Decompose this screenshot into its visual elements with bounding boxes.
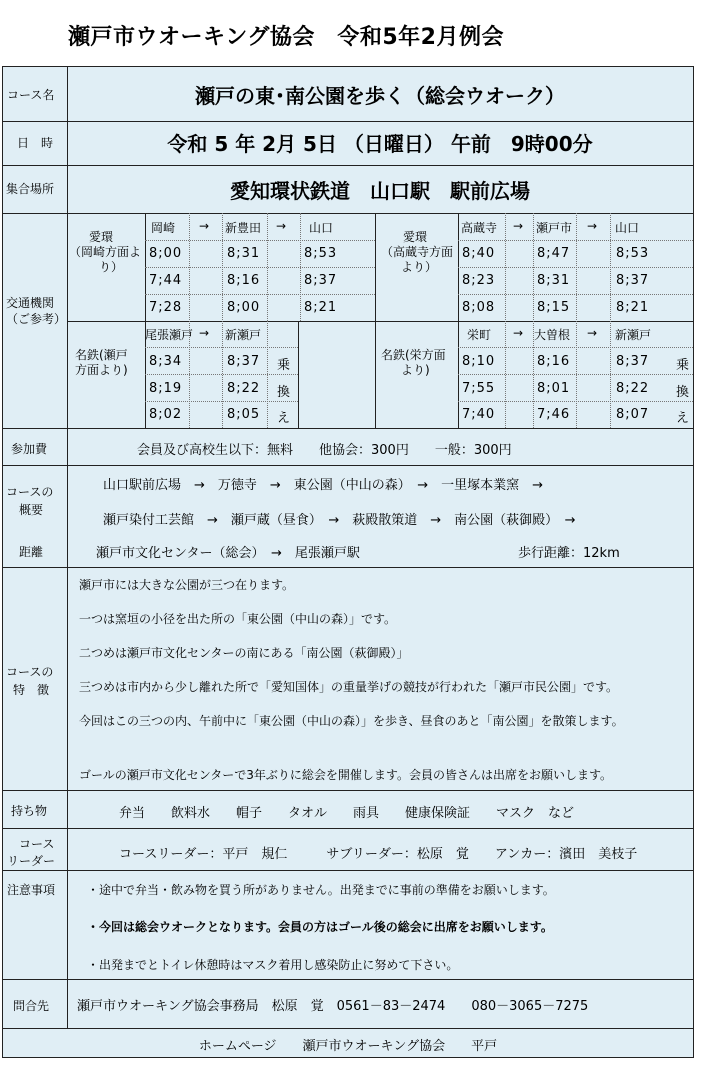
time-cell: 8;22 [616,381,650,396]
arrow: → [587,326,598,340]
time-cell: 7;44 [149,273,183,288]
belongings-label: 持ち物 [11,804,48,818]
time-cell: 8;16 [227,273,261,288]
arrow: → [513,219,524,233]
event-datetime: 令和 5 年 2月 5日 （日曜日） 午前 9時00分 [167,132,593,156]
transfer-text: 乗 [676,358,690,373]
arrow: → [587,219,598,233]
cautions-label: 注意事項 [7,883,56,897]
time-cell: 7;46 [537,407,571,422]
time-cell: 8;05 [227,407,261,422]
station-name: 瀬戸市 [536,221,573,235]
leaders-text: コースリーダー：平戸 規仁 サブリーダー：松原 覚 アンカー：濱田 美枝子 [119,847,638,862]
station-name: 高蔵寺 [461,221,498,235]
station-name: 栄町 [467,328,492,342]
course-outline-label-1: コースの [6,485,54,499]
time-cell: 8;01 [537,381,571,396]
homepage-footer: ホームページ 瀬戸市ウオーキング協会 平戸 [198,1039,498,1054]
time-cell: 8;19 [149,381,183,396]
datetime-label-1: 日 [17,136,30,150]
time-cell: 8;10 [462,354,496,369]
line-aikan-kozoji-direction-2: より） [401,260,438,274]
feature-line: ゴールの瀬戸市文化センターで3年ぶりに総会を開催します。会員の皆さんは出席をお願いします。 [79,768,612,782]
time-cell: 7;28 [149,300,183,315]
time-cell: 8;47 [537,246,571,261]
leaders-label-2: リーダー [7,854,56,868]
course-name-label: コース名 [7,88,55,102]
caution-line-emphasis: ・今回は総会ウオークとなります。会員の方はゴール後の総会に出席をお願いします。 [87,920,553,934]
belongings-text: 弁当 飲料水 帽子 タオル 雨具 健康保険証 マスク など [119,806,575,821]
time-cell: 8;40 [462,246,496,261]
meeting-place: 愛知環状鉄道 山口駅 駅前広場 [230,179,530,203]
features-label-1: コースの [6,665,54,679]
feature-line: 二つめは瀬戸市文化センターの南にある「南公園（萩御殿）」 [79,646,409,660]
arrow: → [199,219,210,233]
time-cell: 8;00 [227,300,261,315]
station-name: 山口 [309,221,334,235]
datetime-label-2: 時 [41,136,54,150]
contact-label: 問合先 [13,999,50,1013]
time-cell: 8;34 [149,354,183,369]
distance-label: 距離 [19,545,44,559]
time-cell: 8;21 [616,300,650,315]
line-meitetsu-sakae: 名鉄(栄方面 [381,348,446,362]
features-label-2: 特 徴 [13,683,50,697]
event-table [2,66,694,1058]
transport-label-2: （ご参考） [6,312,67,326]
transfer-text: え [277,411,291,426]
time-cell: 7;55 [462,381,496,396]
meeting-place-label: 集合場所 [6,182,55,196]
transfer-text: 換 [676,385,690,400]
station-name: 新豊田 [225,221,262,235]
station-name: 新瀬戸 [615,328,652,342]
transfer-text: 換 [277,385,291,400]
time-cell: 7;40 [462,407,496,422]
feature-line: 三つめは市内から少し離れた所で「愛知国体」の重量挙げの競技が行われた「瀬戸市民公園」です。 [79,680,619,694]
course-route-line-1: 山口駅前広場 → 万徳寺 → 東公園（中山の森） → 一里塚本業窯 → [103,478,544,493]
time-cell: 8;37 [616,273,650,288]
time-cell: 8;21 [304,300,338,315]
line-aikan-okazaki: 愛環 [89,230,114,244]
caution-line: ・出発までとトイレ休憩時はマスク着用し感染防止に努めて下さい。 [87,958,459,972]
time-cell: 8;53 [304,246,338,261]
time-cell: 8;31 [537,273,571,288]
line-meitetsu-seto-direction: 方面より) [75,363,128,377]
time-cell: 8;22 [227,381,261,396]
feature-line: 今回はこの三つの内、午前中に「東公園（中山の森）」を歩き、昼食のあと「南公園」を散策します。 [79,714,624,728]
line-meitetsu-sakae-direction: より) [401,363,430,377]
transport-label-1: 交通機関 [6,296,55,310]
caution-line: ・途中で弁当・飲み物を買う所がありません。出発までに事前の準備をお願いします。 [87,883,555,897]
time-cell: 8;31 [227,246,261,261]
leaders-label-1: コース [19,837,55,851]
line-meitetsu-seto: 名鉄(瀬戸 [75,348,128,362]
station-name: 新瀬戸 [225,328,262,342]
fee-label: 参加費 [11,442,48,456]
line-aikan-kozoji-direction: （高蔵寺方面 [381,245,454,259]
station-name: 山口 [615,221,640,235]
time-cell: 8;07 [616,407,650,422]
feature-line: 一つは窯垣の小径を出た所の「東公園（中山の森）」です。 [79,612,397,626]
page-title: 瀬戸市ウオーキング協会 令和5年2月例会 [68,25,504,50]
arrow: → [276,219,287,233]
course-route-line-2: 瀬戸染付工芸館 → 瀬戸蔵（昼食） → 萩殿散策道 → 南公園（萩御殿） → [103,513,576,528]
time-cell: 8;23 [462,273,496,288]
course-name: 瀬戸の東･南公園を歩く（総会ウオーク） [195,84,565,108]
transfer-text: え [676,411,690,426]
line-aikan-okazaki-direction: （岡崎方面よ [69,245,142,259]
contact-text: 瀬戸市ウオーキング協会事務局 松原 覚 0561－83－2474 080－3065－7275 [77,999,589,1014]
time-cell: 8;08 [462,300,496,315]
line-aikan-kozoji: 愛環 [403,230,428,244]
arrow: → [199,326,210,340]
walking-distance: 歩行距離：12km [518,546,620,561]
time-cell: 8;16 [537,354,571,369]
time-cell: 8;15 [537,300,571,315]
station-name: 尾張瀬戸 [145,328,194,342]
course-outline-label-2: 概要 [19,503,44,517]
time-cell: 8;00 [149,246,183,261]
time-cell: 8;37 [616,354,650,369]
time-cell: 8;37 [227,354,261,369]
line-aikan-okazaki-direction-2: り） [99,260,124,274]
arrow: → [513,326,524,340]
time-cell: 8;02 [149,407,183,422]
time-cell: 8;53 [616,246,650,261]
transfer-text: 乗 [277,358,291,373]
fee-text: 会員及び高校生以下：無料 他協会：300円 一般：300円 [137,443,512,458]
feature-line: 瀬戸市には大きな公園が三つ在ります。 [79,578,295,592]
station-name: 岡崎 [151,221,176,235]
station-name: 大曽根 [534,328,571,342]
course-route-line-3: 瀬戸市文化センター（総会） → 尾張瀬戸駅 [96,546,360,561]
time-cell: 8;37 [304,273,338,288]
